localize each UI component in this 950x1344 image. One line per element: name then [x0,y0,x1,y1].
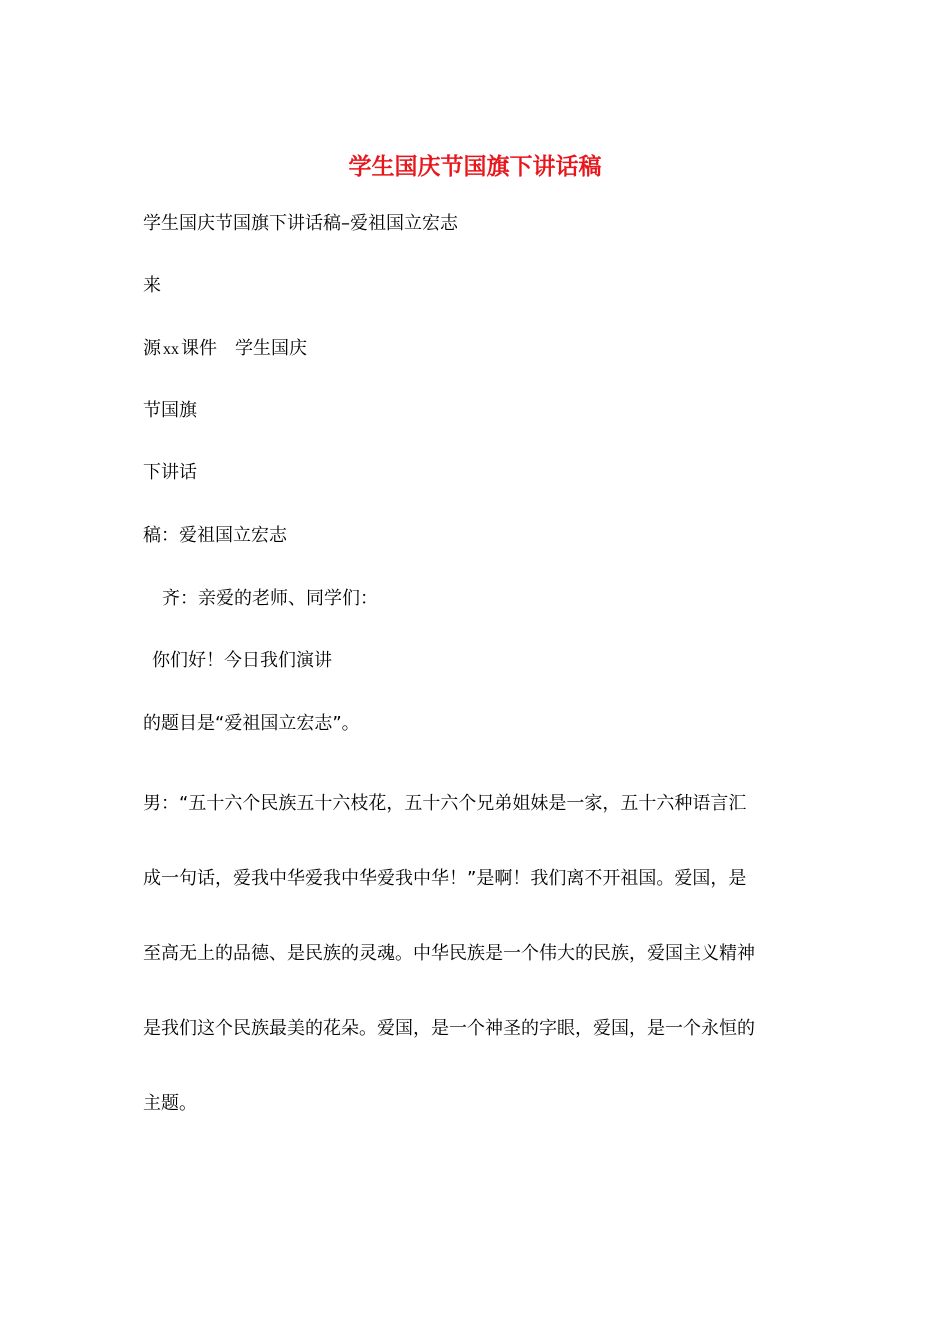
source-kejian: 课件 [181,338,217,359]
source-placeholder: xx [163,341,179,358]
text-line-topic: 的题目是“爱祖国立宏志”。 [143,713,360,734]
text-line-greeting: 齐：亲爱的老师、同学们： [162,588,378,609]
text-line-source [143,336,307,363]
body-line-4: 是我们这个民族最美的花朵。爱国，是一个神圣的字眼，爱国，是一个永恒的 [143,1018,755,1039]
body-line-3: 至高无上的品德、是民族的灵魂。中华民族是一个伟大的民族，爱国主义精神 [143,943,755,964]
subtitle-line: 学生国庆节国旗下讲话稿–爱祖国立宏志 [143,213,458,234]
source-prefix: 源 [143,338,161,359]
text-line-xiajianghua: 下讲话 [143,462,197,483]
source-topic: 学生国庆 [235,338,307,359]
body-line-2: 成一句话，爱我中华爱我中华爱我中华！”是啊！我们离不开祖国。爱国，是 [143,868,747,889]
body-line-1: 男：“五十六个民族五十六枝花，五十六个兄弟姐妹是一家，五十六种语言汇 [143,793,747,814]
body-line-5: 主题。 [143,1093,197,1114]
body-paragraph [143,766,797,1141]
text-line-hello: 你们好！今日我们演讲 [152,650,332,671]
text-line-gao: 稿：爱祖国立宏志 [143,525,287,546]
document-title: 学生国庆节国旗下讲话稿 [348,154,602,180]
text-line-lai: 来 [143,275,161,296]
text-line-jieguoqi: 节国旗 [143,400,197,421]
